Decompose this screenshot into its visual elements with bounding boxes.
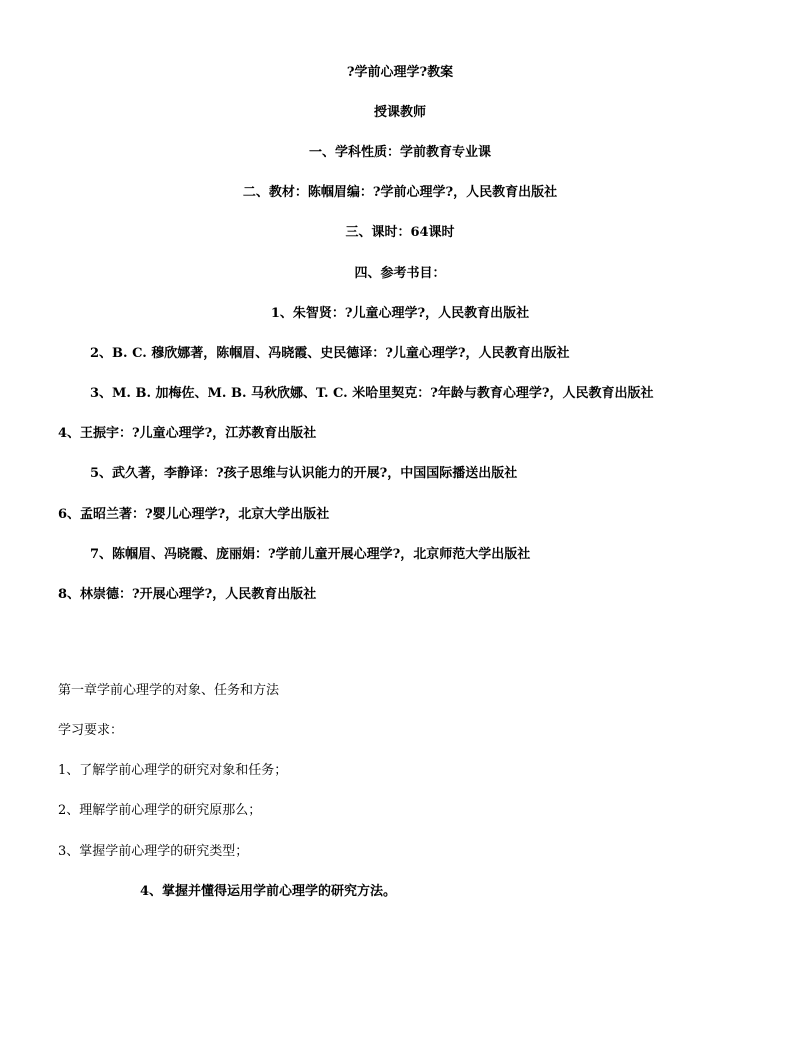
requirement-item: 4、掌握并懂得运用学前心理学的研究方法。 xyxy=(140,884,397,899)
chapter-title: 第一章学前心理学的对象、任务和方法 xyxy=(58,683,280,698)
reference-item: 8、林崇德：?开展心理学?，人民教育出版社 xyxy=(58,587,317,602)
reference-item: 2、B. C. 穆欣娜著，陈帼眉、冯晓霞、史民德译：?儿童心理学?，人民教育出版社 xyxy=(90,346,570,361)
teacher-label: 授课教师 xyxy=(373,105,426,120)
reference-item: 7、陈帼眉、冯晓霞、庞丽娟：?学前儿童开展心理学?，北京师范大学出版社 xyxy=(90,547,531,562)
subject-nature: 一、学科性质：学前教育专业课 xyxy=(308,145,491,160)
requirement-item: 1、了解学前心理学的研究对象和任务； xyxy=(58,763,288,778)
references-heading: 四、参考书目： xyxy=(354,266,446,281)
reference-item: 3、M. B. 加梅佐、M. B. 马秋欣娜、T. C. 米哈里契克：?年龄与教育心理学?，人民教育出版社 xyxy=(90,386,654,401)
requirement-item: 2、理解学前心理学的研究原那么； xyxy=(58,803,262,818)
class-hours: 三、课时：64课时 xyxy=(345,225,455,240)
reference-item: 4、王振宇：?儿童心理学?，江苏教育出版社 xyxy=(58,426,317,441)
requirements-heading: 学习要求： xyxy=(58,723,124,738)
requirement-item: 3、掌握学前心理学的研究类型； xyxy=(58,844,249,859)
document-title: ?学前心理学?教案 xyxy=(346,65,454,80)
reference-item: 5、武久著，李静译：?孩子思维与认识能力的开展?，中国国际播送出版社 xyxy=(90,466,518,481)
reference-item: 6、孟昭兰著：?婴儿心理学?，北京大学出版社 xyxy=(58,507,330,522)
reference-item: 1、朱智贤：?儿童心理学?，人民教育出版社 xyxy=(270,306,530,321)
textbook-info: 二、教材：陈帼眉编：?学前心理学?，人民教育出版社 xyxy=(242,185,558,200)
